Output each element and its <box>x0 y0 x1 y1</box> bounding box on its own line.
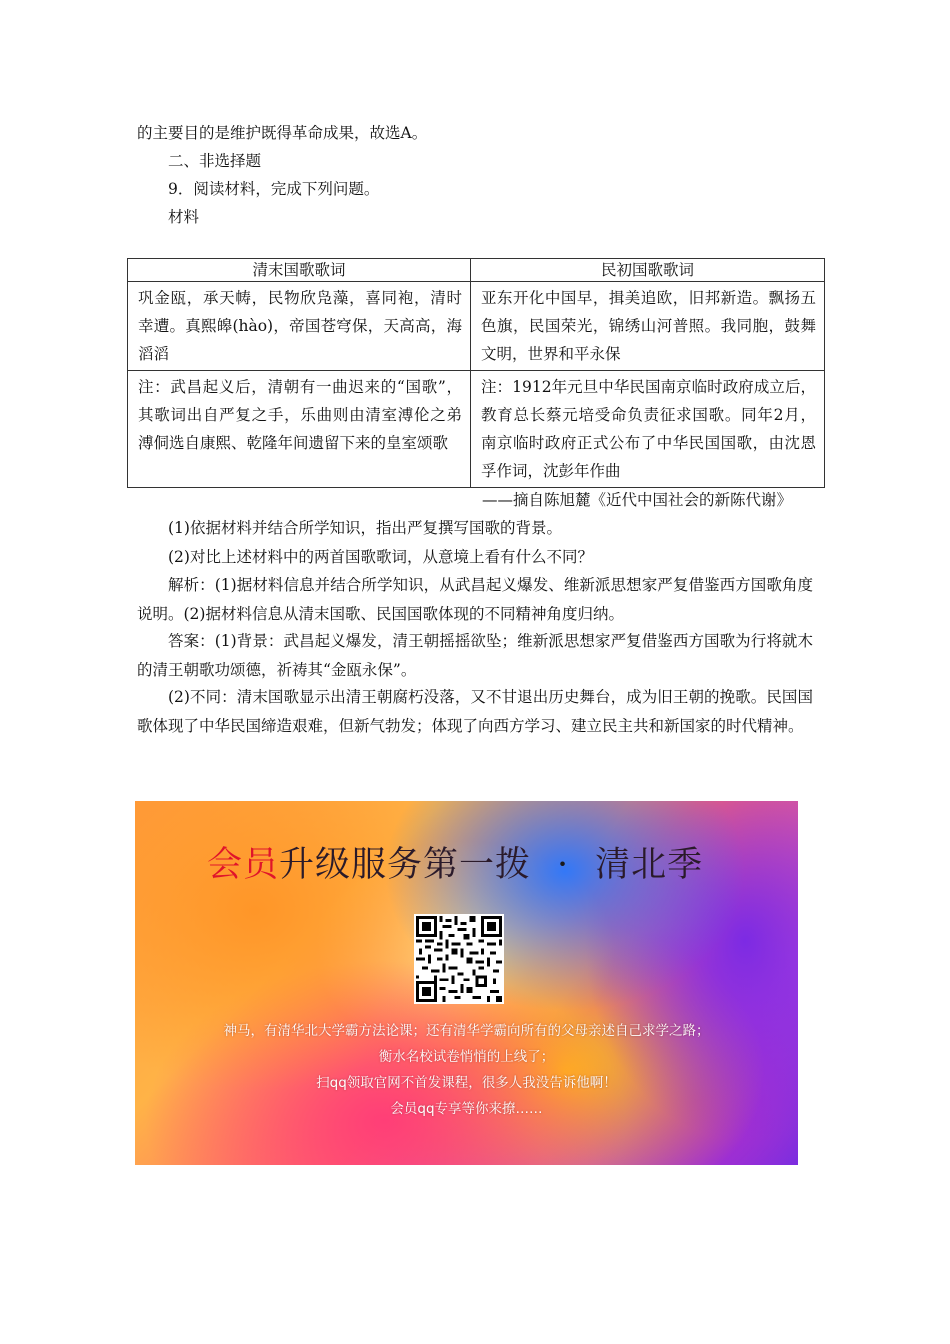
answer-paragraph-1: 答案：(1)背景：武昌起义爆发，清王朝摇摇欲坠；维新派思想家严复借鉴西方国歌为行将就木的清王朝歌功颂德，祈祷其“金瓯永保”。 <box>137 632 813 679</box>
material-table <box>127 258 825 488</box>
material-label: 材料 <box>168 208 200 226</box>
promo-banner[interactable] <box>135 801 798 1165</box>
table-row <box>128 371 825 488</box>
banner-title-separator: · <box>557 845 570 885</box>
banner-title-main: 升级服务第一拨 <box>279 845 532 885</box>
question-2: (2)对比上述材料中的两首国歌歌词，从意境上看有什么不同？ <box>168 548 593 566</box>
answer-paragraph-2: (2)不同：清末国歌显示出清王朝腐朽没落，又不甘退出历史舞台，成为旧王朝的挽歌。民国国歌体现了中华民国缔造艰难，但新气勃发；体现了向西方学习、建立民主共和新国家的时代精神。 <box>137 688 813 735</box>
section-heading: 二、非选择题 <box>168 152 262 170</box>
banner-line: 衡水名校试卷悄悄的上线了； <box>378 1049 555 1065</box>
table-header-row <box>128 259 825 282</box>
table-cell: 注：1912年元旦中华民国南京临时政府成立后，教育总长蔡元培受命负责征求国歌。同年2月，南京临时政府正式公布了中华民国国歌，由沈恩孚作词，沈彭年作曲 <box>471 371 825 488</box>
text-line-answer-prev: 的主要目的是维护既得革命成果，故选A。 <box>137 124 428 142</box>
table-cell: 注：武昌起义后，清朝有一曲迟来的“国歌”，其歌词出自严复之手，乐曲则由清室溥伦之弟溥侗选自康熙、乾隆年间遗留下来的皇室颂歌 <box>128 371 471 488</box>
table-header-cell: 民初国歌歌词 <box>471 259 825 282</box>
table-cell: 亚东开化中国早，揖美追欧，旧邦新造。飘扬五色旗，民国荣光，锦绣山河普照。我同胞，鼓舞文明，世界和平永保 <box>471 282 825 371</box>
table-row <box>128 282 825 371</box>
banner-title <box>207 843 703 887</box>
banner-line: 扫qq领取官网不首发课程，很多人我没告诉他啊！ <box>316 1075 617 1091</box>
table-header-cell: 清末国歌歌词 <box>128 259 471 282</box>
question-1: (1)依据材料并结合所学知识，指出严复撰写国歌的背景。 <box>168 519 562 537</box>
question-heading: 9．阅读材料，完成下列问题。 <box>168 180 380 198</box>
banner-line: 神马，有清华北大学霸方法论课；还有清华学霸向所有的父母亲述自己求学之路； <box>223 1023 710 1039</box>
qr-code-icon[interactable] <box>414 914 504 1004</box>
analysis-paragraph: 解析：(1)据材料信息并结合所学知识，从武昌起义爆发、维新派思想家严复借鉴西方国歌角度说明。(2)据材料信息从清末国歌、民国国歌体现的不同精神角度归纳。 <box>137 576 813 623</box>
material-source: ——摘自陈旭麓《近代中国社会的新陈代谢》 <box>482 491 793 509</box>
table-cell: 巩金瓯，承天帱，民物欣凫藻，喜同袍，清时幸遭。真熙皞(hào)，帝国苍穹保，天高高，海滔滔 <box>128 282 471 371</box>
banner-title-highlight: 会员 <box>207 845 280 885</box>
banner-title-end: 清北季 <box>595 845 704 885</box>
banner-line: 会员qq专享等你来撩…… <box>390 1101 543 1117</box>
